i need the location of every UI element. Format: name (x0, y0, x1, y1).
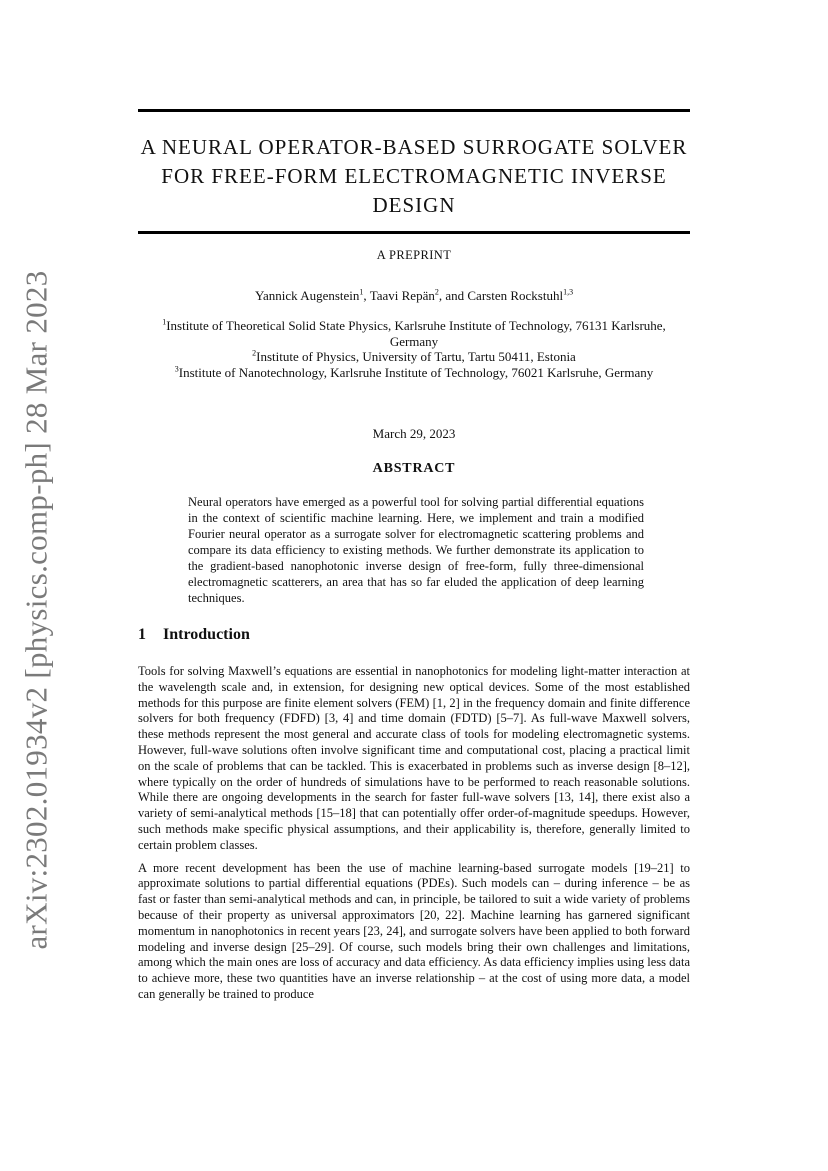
publication-date: March 29, 2023 (372, 426, 456, 441)
abstract-text: Neural operators have emerged as a powerful tool for solving partial differential equations in the context of scientific machine learning. Here, we implement and train a modified Fourier neural operator as a surrogate solver for electromagnetic scattering problems and compare its data efficiency to existing methods. We further demonstrate its application to the gradient-based nanophotonic inverse design of free-form, fully three-dimensional electromagnetic scatterers, an area that has so far eluded the application of deep learning techniques. (188, 495, 644, 605)
section-title: Introduction (163, 626, 250, 643)
affiliation-item (138, 365, 690, 381)
body-paragraph: Tools for solving Maxwell’s equations are essential in nanophotonics for modeling light-matter interaction at the wavelength scale and, in extension, for designing new optical devices. Some of the most established methods for this purpose are finite element solvers (FEM) [1, 2] in the frequency domain and finite difference solvers for both frequency (FDFD) [3, 4] and time domain (FDTD) [5–7]. As full-wave Maxwell solvers, these methods represent the most general and accurate class of tools for modeling electromagnetic systems. However, full-wave solutions often involve significant time and computational cost, placing a practical limit on the scale of problems that can be tackled. This is exacerbated in problems such as inverse design [8–12], where typically on the order of hundreds of simulations have to be performed to reach reasonable solutions. While there are ongoing developments in the search for faster full-wave solvers [13, 14], there exist also a variety of semi-analytical methods [15–18] that can potentially offer order-of-magnitude speedups. However, such methods make specific physical assumptions, and their applicability is, therefore, generally limited to certain problem classes. (138, 664, 690, 852)
title-bottom-rule (138, 231, 690, 234)
affiliation-marker: 3 (174, 364, 179, 374)
section-heading (138, 626, 690, 644)
section-number: 1 (138, 626, 146, 643)
affiliation-text: Institute of Theoretical Solid State Physics, Karlsruhe Institute of Technology, 76131 Karlsruhe, Germany (166, 318, 666, 349)
author-name: Carsten Rockstuhl (467, 288, 564, 303)
preprint-label: A PREPRINT (376, 248, 452, 262)
author-affil-marker: 1 (359, 287, 364, 297)
affiliation-list (138, 318, 690, 380)
section-body (138, 664, 690, 1010)
author-affil-marker: 1,3 (563, 287, 574, 297)
author-name: Taavi Repän (369, 288, 435, 303)
arxiv-identifier-text: arXiv:2302.01934v2 [physics.comp-ph] 28 Mar 2023 (19, 270, 54, 950)
affiliation-item (138, 349, 690, 365)
affiliation-item (138, 318, 690, 349)
arxiv-identifier-stamp (12, 270, 62, 950)
body-paragraph: A more recent development has been the use of machine learning-based surrogate models [19–21] to approximate solutions to partial differential equations (PDEs). Such models can – during inference – be as fast or faster than semi-analytical methods and can, in principle, be tailored to suit a wide variety of problems because of their property as universal approximators [20, 22]. Machine learning has garnered significant momentum in nanophotonics in recent years [23, 24], and surrogate solvers have been applied to both forward modeling and inverse design [25–29]. Of course, such models bring their own challenges and limitations, among which the main ones are loss of accuracy and data efficiency. As data efficiency implies using less data to achieve more, these two quantities have an inverse relationship – at the cost of using more data, a model can generally be trained to produce (138, 860, 690, 1001)
affiliation-text: Institute of Nanotechnology, Karlsruhe Institute of Technology, 76021 Karlsruhe, Germany (178, 364, 654, 380)
abstract-heading: ABSTRACT (372, 461, 456, 476)
title-top-rule (138, 109, 690, 112)
affiliation-marker: 1 (162, 317, 167, 327)
author-list: Yannick Augenstein$^1$, Taavi Repän$^2$, and Carsten Rockstuhl$^{1,3}$ (254, 287, 574, 303)
affiliation-marker: 2 (252, 348, 257, 358)
author-name: Yannick Augenstein (254, 288, 360, 303)
affiliation-text: Institute of Physics, University of Tartu, Tartu 50411, Estonia (256, 349, 576, 364)
paper-title: A NEURAL OPERATOR-BASED SURROGATE SOLVER FOR FREE-FORM ELECTROMAGNETIC INVERSE DESIGN (140, 135, 688, 217)
author-affil-marker: 2 (434, 287, 439, 297)
